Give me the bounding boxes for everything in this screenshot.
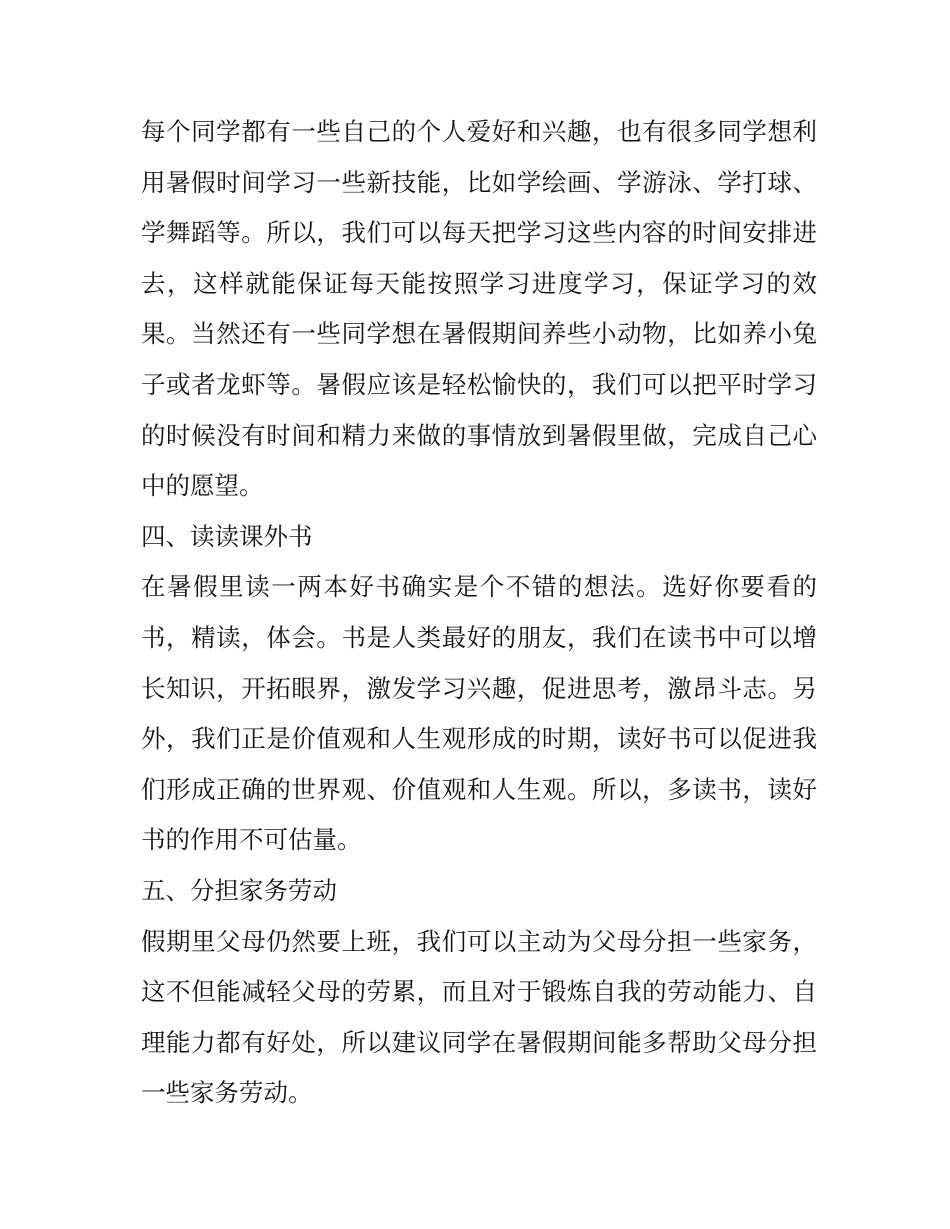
document-body [141, 107, 817, 1119]
paragraph-housework: 假期里父母仍然要上班，我们可以主动为父母分担一些家务，这不但能减轻父母的劳累，而且对于锻炼自我的劳动能力、自理能力都有好处，所以建议同学在暑假期间能多帮助父母分担一些家务劳动。 [141, 926, 817, 1108]
section-heading-reading: 四、读读课外书 [141, 521, 313, 551]
section-heading-housework: 五、分担家务劳动 [141, 875, 337, 905]
paragraph-reading: 在暑假里读一两本好书确实是个不错的想法。选好你要看的书，精读，体会。书是人类最好的朋友，我们在读书中可以增长知识，开拓眼界，激发学习兴趣，促进思考，激昂斗志。另外，我们正是价值观和人生观形成的时期，读好书可以促进我们形成正确的世界观、价值观和人生观。所以，多读书，读好书的作用不可估量。 [141, 572, 817, 855]
paragraph-hobbies: 每个同学都有一些自己的个人爱好和兴趣，也有很多同学想利用暑假时间学习一些新技能，比如学绘画、学游泳、学打球、学舞蹈等。所以，我们可以每天把学习这些内容的时间安排进去，这样就能保证每天能按照学习进度学习，保证学习的效果。当然还有一些同学想在暑假期间养些小动物，比如养小兔子或者龙虾等。暑假应该是轻松愉快的，我们可以把平时学习的时候没有时间和精力来做的事情放到暑假里做，完成自己心中的愿望。 [141, 117, 817, 501]
